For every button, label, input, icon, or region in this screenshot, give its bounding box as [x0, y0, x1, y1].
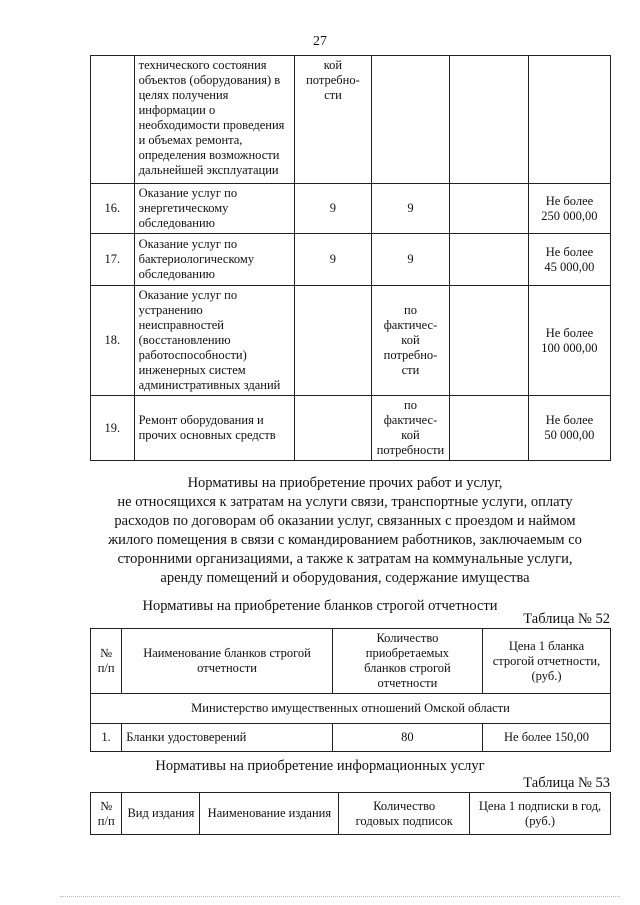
- row-name: Оказание услуг по устранению неисправностей (восстановлению работоспособности) инженерных систем административных зданий: [134, 286, 295, 396]
- row-name: Оказание услуг по энергетическому обследованию: [134, 184, 295, 234]
- header-num: № п/п: [91, 793, 122, 835]
- footer-divider: [60, 896, 620, 897]
- row-price: Не более 150,00: [482, 724, 610, 752]
- ministry-row: Министерство имущественных отношений Омской области: [91, 694, 611, 724]
- row-name: Оказание услуг по бактериологическому обследованию: [134, 234, 295, 286]
- row-num: 1.: [91, 724, 122, 752]
- row-col4: по фактичес- кой потребно- сти: [371, 286, 450, 396]
- row-col4: 9: [371, 234, 450, 286]
- row-price: [528, 56, 610, 184]
- row-col3: 9: [295, 234, 372, 286]
- header-price: Цена 1 бланка строгой отчетности, (руб.): [482, 629, 610, 694]
- row-col3: кой потребно- сти: [295, 56, 372, 184]
- table-row: [91, 184, 611, 234]
- row-col4: [371, 56, 450, 184]
- header-name: Наименование издания: [200, 793, 339, 835]
- row-name: Ремонт оборудования и прочих основных средств: [134, 396, 295, 461]
- table52-heading: Нормативы на приобретение бланков строгой отчетности: [142, 598, 498, 614]
- header-qty: Количество приобретаемых бланков строгой отчетности: [332, 629, 482, 694]
- row-name: технического состояния объектов (оборудования) в целях получения информации о необходимости проведения и объемах ремонта, определения возможности дальнейшей эксплуатации: [134, 56, 295, 184]
- row-col5: [450, 56, 529, 184]
- header-qty: Количество годовых подписок: [339, 793, 470, 835]
- forms-table: [90, 628, 611, 752]
- row-col3: 9: [295, 184, 372, 234]
- row-price: Не более 250 000,00: [528, 184, 610, 234]
- info-services-table: [90, 792, 611, 835]
- row-col5: [450, 234, 529, 286]
- row-col4: 9: [371, 184, 450, 234]
- page-number: 27: [313, 34, 327, 49]
- table-row: [91, 234, 611, 286]
- row-price: Не более 45 000,00: [528, 234, 610, 286]
- row-number: [91, 56, 135, 184]
- row-qty: 80: [332, 724, 482, 752]
- row-number: 17.: [91, 234, 135, 286]
- row-number: 18.: [91, 286, 135, 396]
- row-price: Не более 100 000,00: [528, 286, 610, 396]
- section-heading: Нормативы на приобретение прочих работ и услуг, не относящихся к затратам на услуги связи, транспортные услуги, оплату расходов по договорам об оказании услуг, связанных с проездом и наймом жилого помещения в связи с командированием работников, заключаемым со сторонними организациями, а также к затратам на коммунальные услуги, аренду помещений и оборудования, содержание имущества: [108, 475, 582, 586]
- row-price: Не более 50 000,00: [528, 396, 610, 461]
- row-col3: [295, 396, 372, 461]
- row-number: 16.: [91, 184, 135, 234]
- header-type: Вид издания: [122, 793, 200, 835]
- row-col5: [450, 184, 529, 234]
- row-col5: [450, 396, 529, 461]
- table53-label: Таблица № 53: [523, 775, 610, 791]
- table-row: [91, 396, 611, 461]
- table-row: [91, 56, 611, 184]
- header-price: Цена 1 подписки в год, (руб.): [470, 793, 611, 835]
- table-row: [91, 286, 611, 396]
- row-col5: [450, 286, 529, 396]
- services-table: [90, 55, 611, 461]
- header-name: Наименование бланков строгой отчетности: [122, 629, 333, 694]
- table52-label: Таблица № 52: [523, 611, 610, 627]
- row-number: 19.: [91, 396, 135, 461]
- header-num: № п/п: [91, 629, 122, 694]
- row-name: Бланки удостоверений: [122, 724, 333, 752]
- row-col4: по фактичес- кой потребности: [371, 396, 450, 461]
- table53-heading: Нормативы на приобретение информационных услуг: [155, 758, 485, 774]
- row-col3: [295, 286, 372, 396]
